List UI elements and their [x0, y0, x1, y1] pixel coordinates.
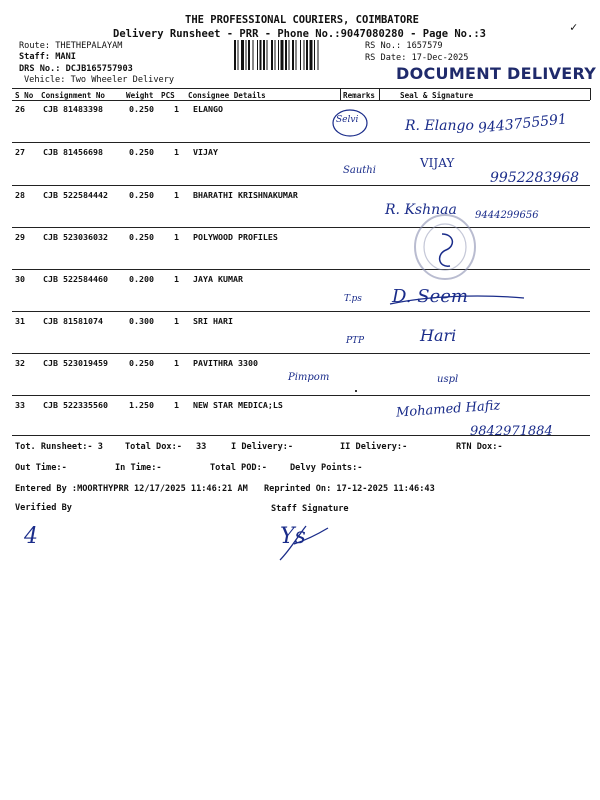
row-pcs: 1: [174, 147, 179, 157]
reprinted-on: Reprinted On: 17-12-2025 11:46:43: [264, 484, 435, 494]
table-divider: [379, 88, 380, 100]
document-delivery-stamp: DOCUMENT DELIVERY: [396, 64, 597, 83]
handwritten-phone: 9443755591: [477, 111, 568, 137]
handwritten-remark: Pimpom: [288, 372, 330, 383]
total-dox-value: 33: [196, 442, 207, 452]
row-weight: 0.300: [129, 316, 154, 326]
row-consignee: SRI HARI: [193, 316, 233, 326]
row-weight: 1.250: [129, 400, 154, 410]
handwritten-phone: 9444299656: [475, 210, 539, 221]
row-consignee: NEW STAR MEDICA;LS: [193, 400, 283, 410]
out-time: Out Time:-: [15, 463, 67, 473]
staff-signature-stroke: [276, 520, 332, 564]
handwritten-signature: R. Kshnaa: [385, 202, 457, 218]
col-header-consignee: Consignee Details: [188, 91, 266, 100]
row-sno: 26: [15, 104, 25, 114]
row-divider: [12, 269, 590, 270]
col-header-consignment: Consignment No: [41, 91, 106, 100]
row-weight: 0.250: [129, 358, 154, 368]
total-dox-label: Total Dox:-: [125, 442, 182, 452]
row-consignment: CJB 81483398: [43, 104, 103, 114]
round-seal-stamp: [412, 212, 478, 282]
company-title: THE PROFESSIONAL COURIERS, COIMBATORE: [185, 14, 419, 26]
entered-by: Entered By :MOORTHYPRR 12/17/2025 11:46:21 AM: [15, 484, 248, 494]
handwritten-signature: D. Seem: [392, 286, 468, 307]
row-consignee: BHARATHI KRISHNAKUMAR: [193, 190, 298, 200]
staff-label: Staff: MANI: [19, 52, 76, 62]
table-divider: [340, 88, 341, 100]
row-consignment: CJB 81456698: [43, 147, 103, 157]
table-header-border: [12, 100, 590, 101]
table-top-border: [12, 88, 590, 89]
row-pcs: 1: [174, 400, 179, 410]
drs-number: DRS No.: DCJB165757903: [19, 64, 133, 74]
row-weight: 0.250: [129, 104, 154, 114]
row-divider: [12, 227, 590, 228]
row-sno: 30: [15, 274, 25, 284]
handwritten-phone: 9842971884: [470, 424, 553, 439]
staff-signature-label: Staff Signature: [271, 504, 349, 514]
row-consignee: POLYWOOD PROFILES: [193, 232, 278, 242]
handwritten-remark: Selvi: [336, 115, 359, 125]
row-divider: [12, 353, 590, 354]
total-runsheet: Tot. Runsheet:- 3: [15, 442, 103, 452]
row-consignee: VIJAY: [193, 147, 218, 157]
route-label: Route: THETHEPALAYAM: [19, 41, 123, 51]
handwritten-phone: 9952283968: [490, 170, 580, 186]
staff-signature: Ys: [280, 524, 306, 549]
col-header-seal-signature: Seal & Signature: [400, 91, 474, 100]
corner-mark: ✓: [570, 20, 578, 34]
row-pcs: 1: [174, 358, 179, 368]
handwritten-signature: Mohamed Hafiz: [395, 398, 501, 421]
runsheet-subtitle: Delivery Runsheet - PRR - Phone No.:9047080280 - Page No.:3: [113, 28, 486, 40]
row-sno: 27: [15, 147, 25, 157]
col-header-remarks: Remarks: [343, 91, 376, 100]
row-pcs: 1: [174, 104, 179, 114]
row-consignment: CJB 522335560: [43, 400, 108, 410]
handwritten-remark: Sauthi: [343, 165, 376, 176]
total-pod: Total POD:-: [210, 463, 267, 473]
handwritten-signature: VIJAY: [420, 156, 455, 170]
rs-date: RS Date: 17-Dec-2025: [365, 53, 469, 63]
row-pcs: 1: [174, 316, 179, 326]
rtn-dox: RTN Dox:-: [456, 442, 503, 452]
row-pcs: 1: [174, 190, 179, 200]
row-divider: [12, 142, 590, 143]
row-sno: 33: [15, 400, 25, 410]
handwritten-remark: T.ps: [344, 294, 362, 304]
row-sno: 29: [15, 232, 25, 242]
row-consignment: CJB 81581074: [43, 316, 103, 326]
col-header-pcs: PCS: [161, 91, 175, 100]
i-delivery: I Delivery:-: [231, 442, 294, 452]
row-weight: 0.250: [129, 232, 154, 242]
row-pcs: 1: [174, 232, 179, 242]
col-header-weight: Weight: [126, 91, 154, 100]
handwritten-signature: Hari: [420, 326, 457, 345]
row-consignee: PAVITHRA 3300: [193, 358, 258, 368]
table-divider: [590, 88, 591, 100]
row-weight: 0.200: [129, 274, 154, 284]
in-time: In Time:-: [115, 463, 162, 473]
row-consignment: CJB 523019459: [43, 358, 108, 368]
row-weight: 0.250: [129, 190, 154, 200]
vehicle-label: Vehicle: Two Wheeler Delivery: [24, 75, 175, 85]
row-divider: [12, 311, 590, 312]
row-sno: 31: [15, 316, 25, 326]
ii-delivery: II Delivery:-: [340, 442, 408, 452]
row-consignment: CJB 522584460: [43, 274, 108, 284]
row-consignment: CJB 522584442: [43, 190, 108, 200]
signature-stroke: [388, 292, 528, 308]
handwritten-signature: R. Elango: [405, 118, 474, 134]
row-consignee: JAYA KUMAR: [193, 274, 243, 284]
col-header-sno: S No: [15, 91, 34, 100]
handwritten-signature: uspl: [437, 374, 459, 385]
rs-number: RS No.: 1657579: [365, 41, 443, 51]
verified-by-label: Verified By: [15, 503, 72, 513]
barcode: [234, 40, 360, 70]
delvy-points: Delvy Points:-: [290, 463, 363, 473]
row-pcs: 1: [174, 274, 179, 284]
handwritten-remark: PTP: [346, 336, 365, 346]
verified-signature: 4: [24, 524, 38, 549]
row-divider: [12, 395, 590, 396]
row-consignment: CJB 523036032: [43, 232, 108, 242]
row-sno: 28: [15, 190, 25, 200]
row-weight: 0.250: [129, 147, 154, 157]
row-consignee: ELANGO: [193, 104, 223, 114]
row-sno: 32: [15, 358, 25, 368]
ink-dot: [355, 390, 357, 392]
